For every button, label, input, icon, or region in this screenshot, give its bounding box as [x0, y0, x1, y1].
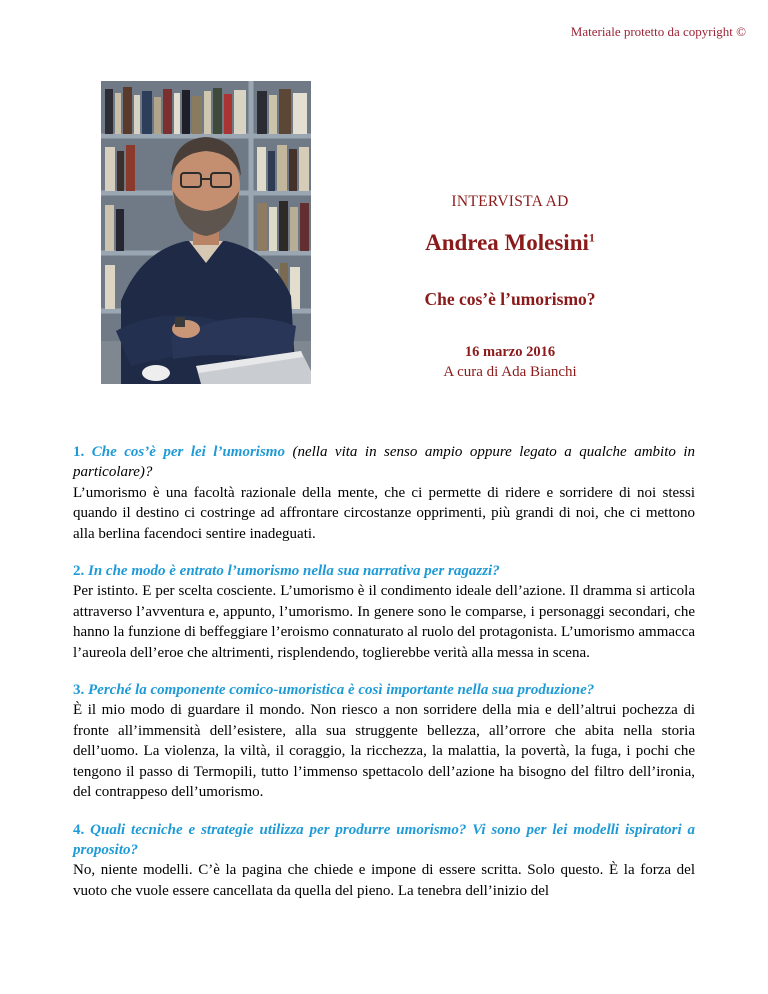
interview-title: Che cos’è l’umorismo? [424, 289, 596, 309]
question-number: 3. [73, 682, 85, 699]
question-3 [73, 680, 695, 700]
question-number: 1. [73, 444, 85, 460]
interviewee-name-text: Andrea Molesini [425, 230, 589, 255]
interview-curator: A cura di Ada Bianchi [443, 364, 577, 380]
question-1 [73, 442, 695, 483]
question-text: Quali tecniche e strategie utilizza per produrre umorismo? Vi sono per lei modelli ispiratori a proposito? [73, 821, 696, 858]
qa-item-1 [73, 442, 695, 544]
question-text: In che modo è entrato l’umorismo nella sua narrativa per ragazzi? [88, 563, 500, 580]
question-text: Perché la componente comico-umoristica è così importante nella sua produzione? [88, 682, 595, 699]
question-number: 2. [73, 563, 85, 580]
answer-4: No, niente modelli. C’è la pagina che chiede e impone di essere scritta. Solo questo. È la forza del vuoto che vuole essere cancellata da quella del pieno. La tenebra dell’inizio del [73, 862, 695, 899]
qa-item-4 [73, 820, 695, 902]
copyright-notice: Materiale protetto da copyright © [570, 24, 746, 39]
answer-2: Per istinto. E per scelta cosciente. L’umorismo è il condimento ideale dell’azione. Il dramma si articola attraverso l’avventura e, appunto, l’umorismo. In genere sono le comparse, i personaggi secondari, che hanno la funzione di beffeggiare l’eroismo connaturato al ruolo del protagonista. L’umorismo ammacca l’aureola dell’eroe che altrimenti, risplendendo, toglierebbe verità alla messa in scena. [73, 583, 695, 661]
answer-3: È il mio modo di guardare il mondo. Non riesco a non sorridere della mia e dell’altrui pochezza di fronte all’immensità dell’esistere, alla sua struggente bellezza, all’orrore che abita nella storia dell’uomo. La violenza, la viltà, il coraggio, la ricchezza, la malattia, la povertà, la fuga, i pochi che tengono il passo di Termopili, tutto l’immenso spettacolo dell’azione ha bisogno del filtro dell’ironia, del contrappeso dell’umorismo. [73, 702, 695, 801]
author-photo [101, 81, 311, 384]
qa-item-3 [73, 680, 695, 802]
question-number: 4. [73, 821, 85, 838]
question-4 [73, 820, 695, 861]
interview-kicker: INTERVISTA AD [451, 193, 569, 210]
footnote-marker: 1 [588, 230, 595, 245]
interview-date: 16 marzo 2016 [464, 344, 556, 360]
question-aside: (nella vita in senso ampio oppure legato a qualche ambito in particolare)? [73, 444, 696, 481]
question-text: Che cos’è per lei l’umorismo [91, 444, 285, 460]
answer-1: L’umorismo è una facoltà razionale della mente, che ci permette di ridere e sorridere di noi stessi quando il destino ci costringe ad affrontare circostanze opprimenti, più grandi di noi, che ci mettono alla berlina facendoci sentire inadeguati. [73, 484, 695, 542]
interview-body [73, 442, 695, 918]
question-2 [73, 561, 695, 581]
qa-item-2 [73, 561, 695, 663]
interviewee-name [315, 230, 705, 256]
